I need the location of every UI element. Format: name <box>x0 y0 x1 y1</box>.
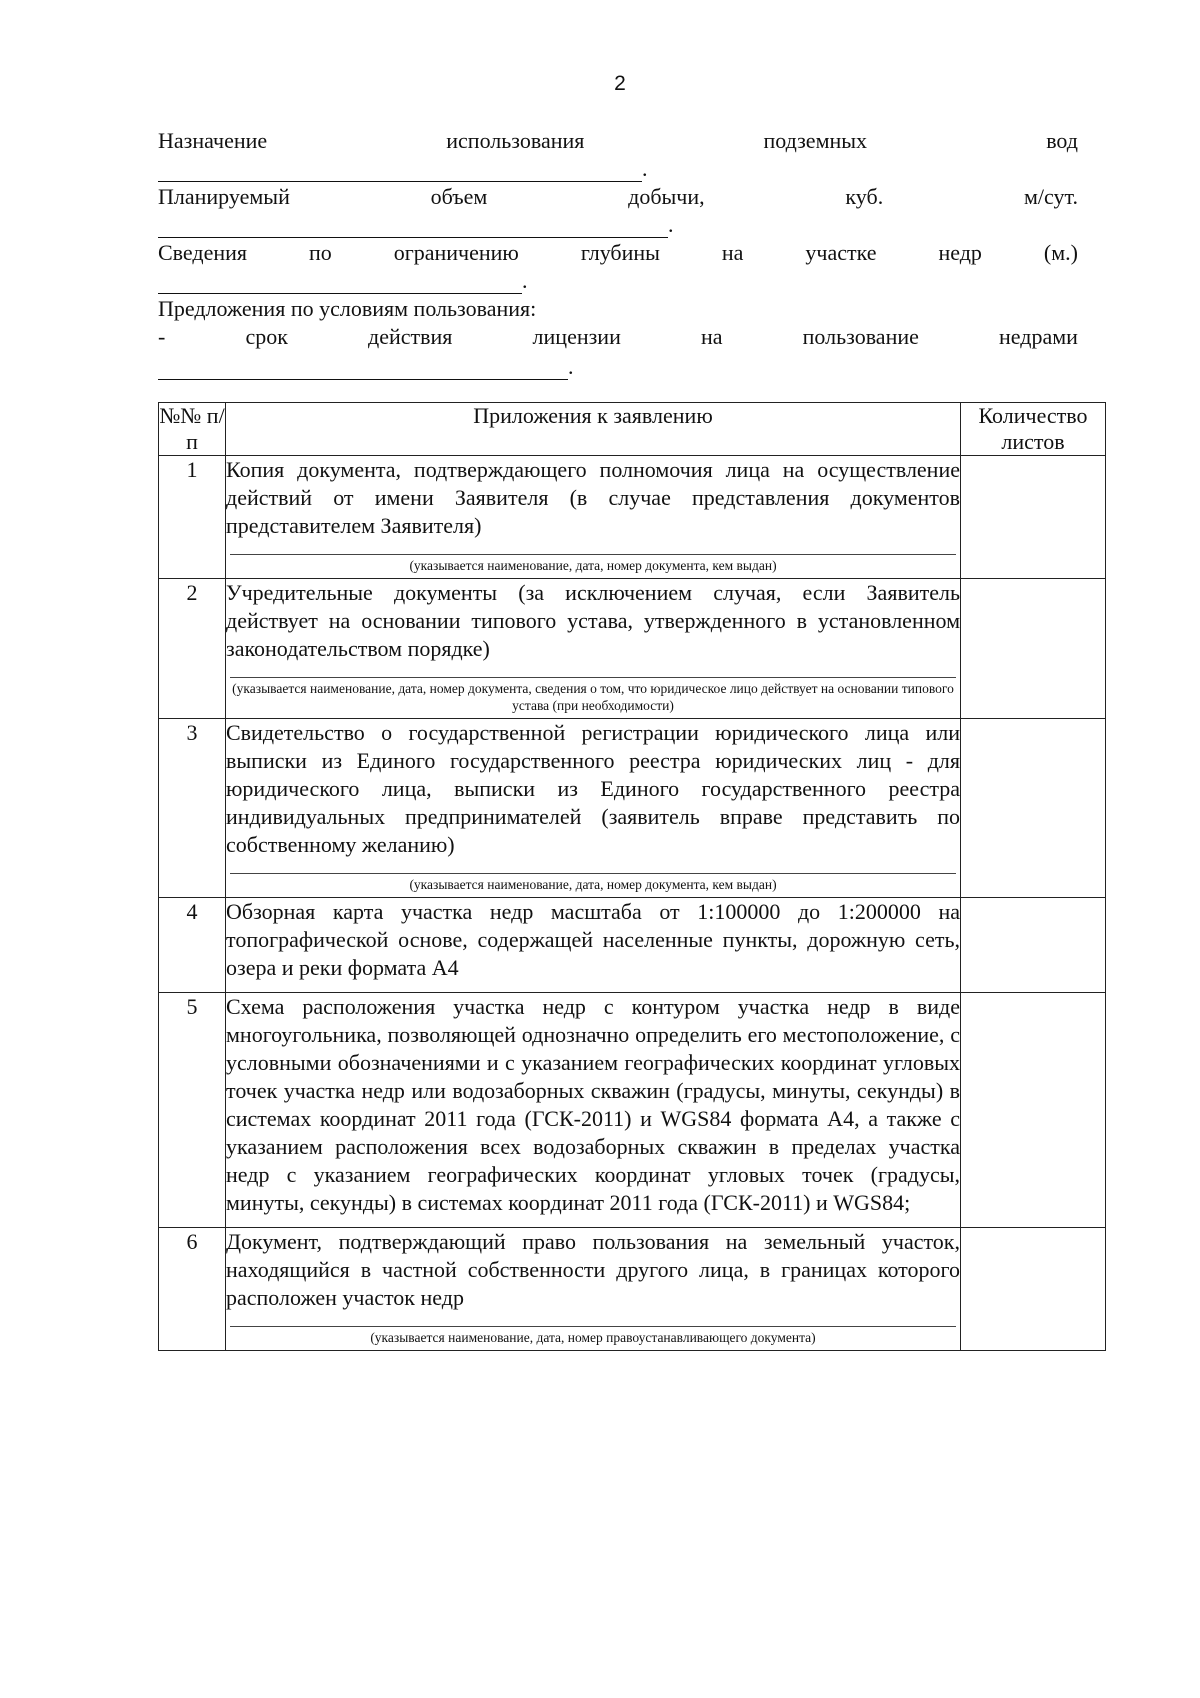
volume-word: м/сут. <box>1023 184 1078 209</box>
depth-blank-field[interactable] <box>158 268 528 294</box>
depth-word: (м.) <box>1043 240 1078 265</box>
volume-word: куб. <box>845 184 884 209</box>
term-word: срок <box>245 324 288 349</box>
row-sheet-count[interactable] <box>961 456 1106 579</box>
term-rule <box>158 357 568 380</box>
row-number: 6 <box>159 1228 226 1351</box>
row-description-cell <box>226 1228 961 1351</box>
row-number: 3 <box>159 719 226 898</box>
purpose-end: . <box>642 156 648 181</box>
header-sheet-count: Количество листов <box>961 403 1106 456</box>
depth-word: глубины <box>580 240 660 265</box>
depth-word: участке <box>805 240 877 265</box>
row-caption: (указывается наименование, дата, номер правоустанавливающего документа) <box>370 1330 816 1345</box>
row-caption: (указывается наименование, дата, номер документа, кем выдан) <box>409 558 777 573</box>
volume-word: добычи, <box>628 184 705 209</box>
row-sheet-count[interactable] <box>961 719 1106 898</box>
purpose-label-line <box>158 128 1078 154</box>
depth-word: на <box>721 240 744 265</box>
term-word: действия <box>368 324 453 349</box>
purpose-word: вод <box>1046 128 1078 153</box>
depth-label-line <box>158 240 1078 266</box>
term-word: на <box>700 324 723 349</box>
volume-rule <box>158 215 668 238</box>
row-description: Свидетельство о государственной регистрации юридического лица или выписки из Единого государственного реестра юридических лиц - для юридического лица, выписки из Единого государственного реестра индивидуальных предпринимателей (заявитель вправе представить по собственному желанию) <box>226 720 960 857</box>
table-header-row <box>159 403 1106 456</box>
purpose-word: подземных <box>763 128 868 153</box>
term-label-line <box>158 324 1078 350</box>
table-row <box>159 579 1106 719</box>
purpose-blank-field[interactable] <box>158 156 648 182</box>
depth-word: Сведения <box>158 240 248 265</box>
row-description: Документ, подтверждающий право пользования на земельный участок, находящийся в частной собственности другого лица, в границах которого расположен участок недр <box>226 1229 960 1310</box>
table-row <box>159 993 1106 1228</box>
term-word: недрами <box>999 324 1078 349</box>
row-number: 2 <box>159 579 226 719</box>
row-caption: (указывается наименование, дата, номер документа, сведения о том, что юридическое лицо действует на основании типового устава (при необходимости) <box>232 681 954 713</box>
row-sheet-count[interactable] <box>961 993 1106 1228</box>
table-row <box>159 456 1106 579</box>
row-description: Копия документа, подтверждающего полномочия лица на осуществление действий от имени Заявителя (в случае представления документов представителем Заявителя) <box>226 457 960 538</box>
volume-word: объем <box>430 184 488 209</box>
purpose-word: Назначение <box>158 128 268 153</box>
volume-word: Планируемый <box>158 184 290 209</box>
row-description: Учредительные документы (за исключением случая, если Заявитель действует на основании типового устава, утвержденного в установленном законодательством порядке) <box>226 580 960 661</box>
table-row <box>159 898 1106 993</box>
header-description: Приложения к заявлению <box>226 403 961 456</box>
row-description-cell <box>226 579 961 719</box>
row-sheet-count[interactable] <box>961 1228 1106 1351</box>
term-word: пользование <box>802 324 919 349</box>
header-number: №№ п/п <box>159 403 225 454</box>
row-number: 5 <box>159 993 226 1228</box>
row-description-cell <box>226 719 961 898</box>
depth-word: по <box>308 240 332 265</box>
row-description: Схема расположения участка недр с контуром участка недр в виде многоугольника, позволяющей однозначно определить его местоположение, с условными обозначениями и с указанием географических координат угловых точек участка недр или водозаборных скважин (градусы, минуты, секунды) в системах координат 2011 года (ГСК-2011) и WGS84 формата А4, а также с указанием расположения всех водозаборных скважин в пределах участка недр с указанием географических координат угловых точек (градусы, минуты, секунды) в системах координат 2011 года (ГСК-2011) и WGS84; <box>226 994 960 1215</box>
row-number: 1 <box>159 456 226 579</box>
table-row <box>159 719 1106 898</box>
row-description: Обзорная карта участка недр масштаба от 1:100000 до 1:200000 на топографической основе, содержащей населенные пункты, дорожную сеть, озера и реки формата А4 <box>226 899 960 980</box>
row-number: 4 <box>159 898 226 993</box>
page-number: 2 <box>614 72 626 95</box>
row-description-cell <box>226 456 961 579</box>
term-word: лицензии <box>532 324 621 349</box>
term-end: . <box>568 354 574 379</box>
proposals-heading: Предложения по условиям пользования: <box>158 296 537 321</box>
volume-blank-field[interactable] <box>158 212 674 238</box>
depth-word: ограничению <box>393 240 519 265</box>
row-caption: (указывается наименование, дата, номер документа, кем выдан) <box>409 877 777 892</box>
purpose-rule <box>158 159 642 182</box>
term-word: - <box>158 324 166 349</box>
term-blank-field[interactable] <box>158 354 574 380</box>
volume-label-line <box>158 184 1078 210</box>
volume-end: . <box>668 212 674 237</box>
depth-word: недр <box>938 240 982 265</box>
row-sheet-count[interactable] <box>961 579 1106 719</box>
row-description-cell <box>226 898 961 993</box>
depth-rule <box>158 271 522 294</box>
depth-end: . <box>522 268 528 293</box>
row-sheet-count[interactable] <box>961 898 1106 993</box>
attachments-table <box>158 402 1106 1351</box>
table-row <box>159 1228 1106 1351</box>
purpose-word: использования <box>446 128 585 153</box>
row-description-cell <box>226 993 961 1228</box>
